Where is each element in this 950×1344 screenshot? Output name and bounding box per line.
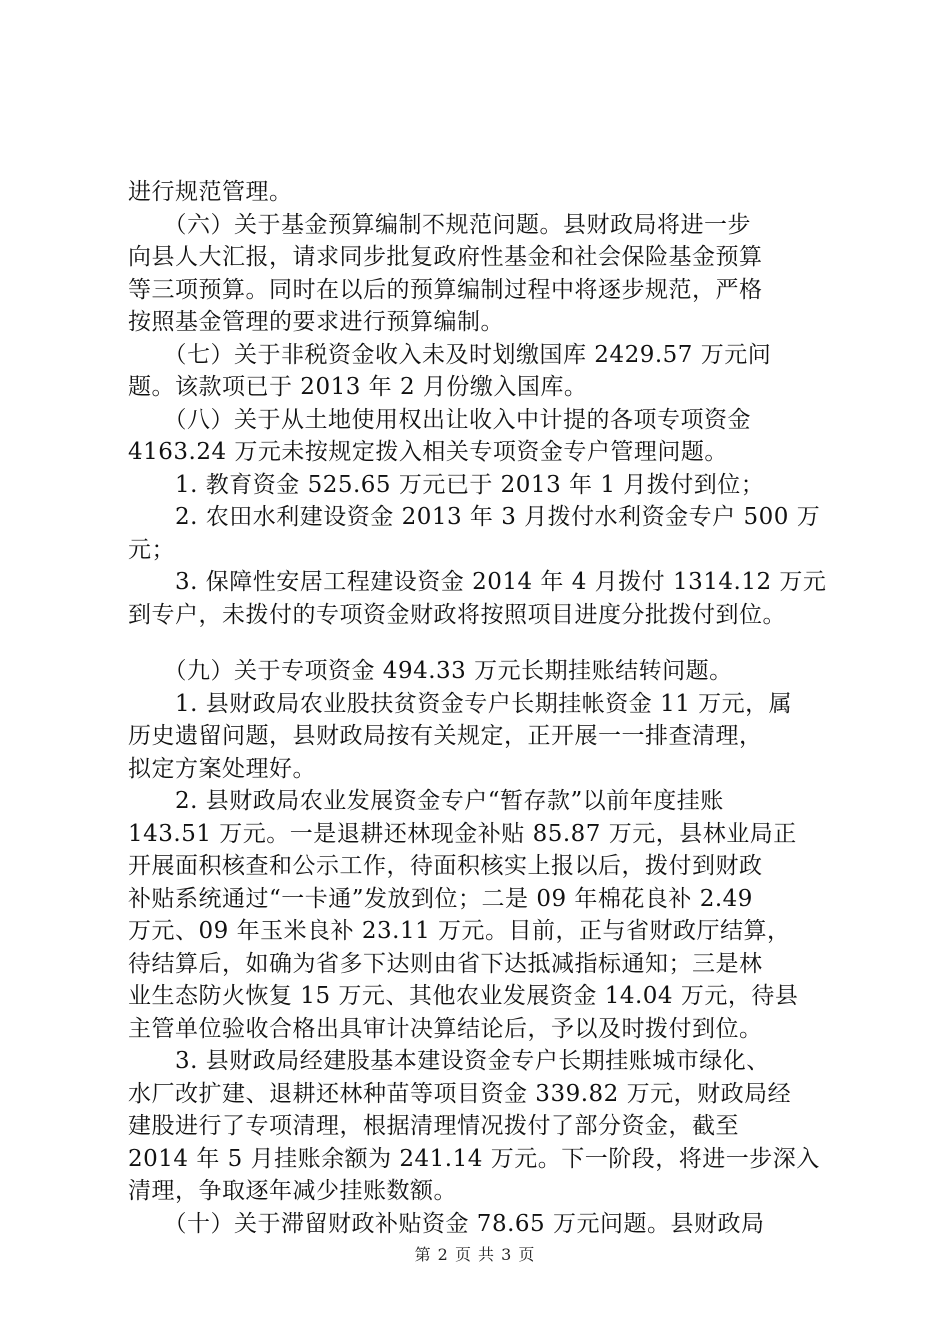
text-line: 2. 农田水利建设资金 2013 年 3 月拨付水利资金专户 500 万: [128, 504, 821, 530]
text-line: 143.51 万元。一是退耕还林现金补贴 85.87 万元，县林业局正: [128, 820, 797, 847]
text-line: 题。该款项已于 2013 年 2 月份缴入国库。: [128, 374, 588, 400]
text-line: 1. 县财政局农业股扶贫资金专户长期挂帐资金 11 万元，属: [128, 690, 793, 717]
text-line: 清理，争取逐年减少挂账数额。: [128, 1178, 457, 1204]
text-line: 万元、09 年玉米良补 23.11 万元。目前，正与省财政厅结算，: [128, 918, 791, 944]
text-line: 拟定方案处理好。: [128, 755, 316, 782]
text-line: （七）关于非税资金收入未及时划缴国库 2429.57 万元问: [128, 341, 772, 368]
text-line: （六）关于基金预算编制不规范问题。县财政局将进一步: [128, 211, 751, 238]
text-line: 待结算后，如确为省多下达则由省下达抵减指标通知；三是林: [128, 950, 763, 977]
text-line: 2014 年 5 月挂账余额为 241.14 万元。下一阶段，将进一步深入: [128, 1145, 820, 1172]
text-line: （十）关于滞留财政补贴资金 78.65 万元问题。县财政局: [128, 1210, 765, 1237]
text-line: 业生态防火恢复 15 万元、其他农业发展资金 14.04 万元，待县: [128, 983, 799, 1009]
text-line: 向县人大汇报，请求同步批复政府性基金和社会保险基金预算: [128, 244, 763, 270]
text-line: 补贴系统通过“一卡通”发放到位；二是 09 年棉花良补 2.49: [128, 885, 753, 912]
text-line: 开展面积核查和公示工作，待面积核实上报以后，拨付到财政: [128, 853, 763, 879]
text-line: 3. 保障性安居工程建设资金 2014 年 4 月拨付 1314.12 万元: [128, 569, 827, 595]
text-line: 建股进行了专项清理，根据清理情况拨付了部分资金，截至: [128, 1113, 739, 1139]
document-body: [128, 176, 840, 1240]
text-line: 到专户，未拨付的专项资金财政将按照项目进度分批拨付到位。: [128, 601, 786, 628]
text-line: 2. 县财政局农业发展资金专户“暂存款”以前年度挂账: [128, 788, 724, 814]
text-line: 按照基金管理的要求进行预算编制。: [128, 309, 504, 335]
text-line: 主管单位验收合格出具审计决算结论后，予以及时拨付到位。: [128, 1015, 763, 1042]
text-line: 等三项预算。同时在以后的预算编制过程中将逐步规范，严格: [128, 276, 763, 303]
text-line: 进行规范管理。: [128, 179, 293, 205]
text-line: 历史遗留问题，县财政局按有关规定，正开展一一排查清理，: [128, 723, 763, 749]
text-line: 3. 县财政局经建股基本建设资金专户长期挂账城市绿化、: [128, 1048, 770, 1074]
text-line: 元；: [128, 536, 175, 563]
text-line: 4163.24 万元未按规定拨入相关专项资金专户管理问题。: [128, 439, 728, 465]
text-line: 1. 教育资金 525.65 万元已于 2013 年 1 月拨付到位；: [128, 471, 765, 498]
page-footer: 第 2 页 共 3 页: [414, 1245, 536, 1264]
text-line: 水厂改扩建、退耕还林种苗等项目资金 339.82 万元，财政局经: [128, 1080, 792, 1107]
paragraph-gap: [128, 631, 840, 655]
text-line: （八）关于从土地使用权出让收入中计提的各项专项资金: [128, 406, 751, 433]
text-line: （九）关于专项资金 494.33 万元长期挂账结转问题。: [128, 658, 733, 684]
